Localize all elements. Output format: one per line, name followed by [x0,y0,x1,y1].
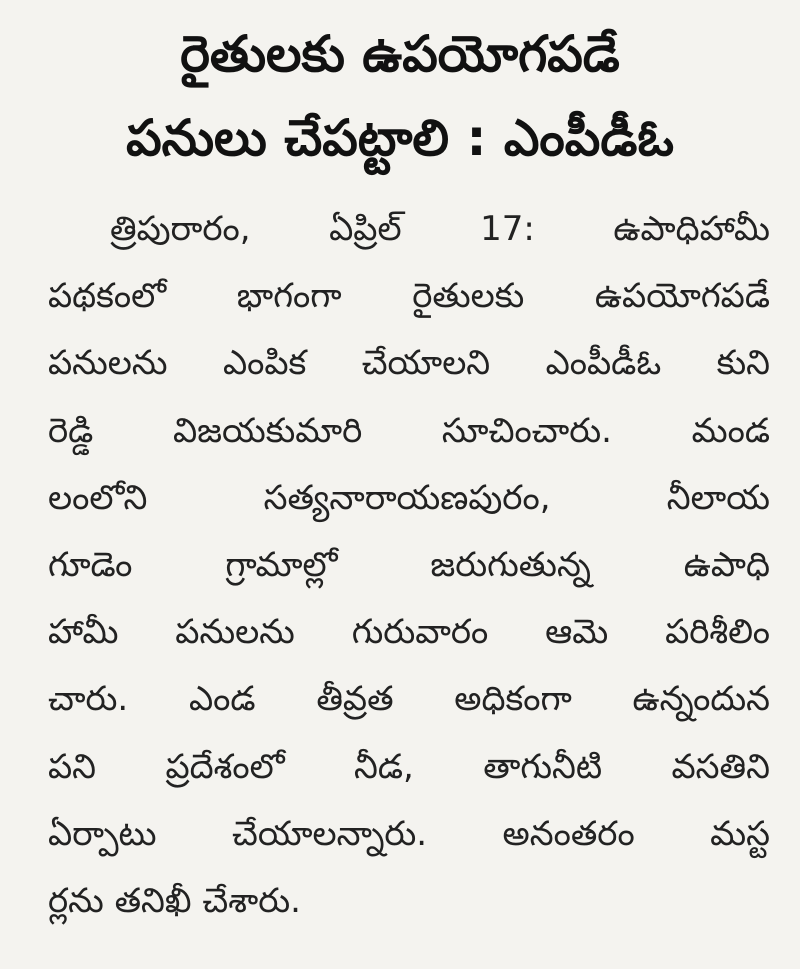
article-line: పని ప్రదేశంలో నీడ, తాగునీటి వసతిని [48,746,770,787]
article-line: పనులను ఎంపిక చేయాలని ఎంపీడీఓ కుని [48,343,770,384]
headline-line-1: రైతులకు ఉపయోగపడే [180,25,620,83]
article-line: రెడ్డి విజయకుమారి సూచించారు. మండ [48,410,770,451]
cropped-previous-text [75,0,335,4]
article-line: పథకంలో భాగంగా రైతులకు ఉపయోగపడే [48,276,770,317]
article-line: చారు. ఎండ తీవ్రత అధికంగా ఉన్నందున [48,679,770,720]
article-line: లంలోని సత్యనారాయణపురం, నీలాయ [48,477,770,518]
article-line: ఏర్పాటు చేయాలన్నారు. అనంతరం మస్ట [48,813,770,854]
article-body [48,196,770,935]
article-line: హామీ పనులను గురువారం ఆమె పరిశీలిం [48,612,770,653]
article-line: గూడెం గ్రామాల్లో జరుగుతున్న ఉపాధి [48,545,770,586]
headline-line-2: పనులు చేపట్టాలి : ఎంపీడీఓ [126,109,674,167]
headline [40,12,760,180]
article-line: ర్లను తనిఖీ చేశారు. [48,881,301,922]
cropped-next-headline [64,946,736,969]
article-line: త్రిపురారం, ఏప్రిల్ 17: ఉపాధిహామీ [110,209,770,249]
